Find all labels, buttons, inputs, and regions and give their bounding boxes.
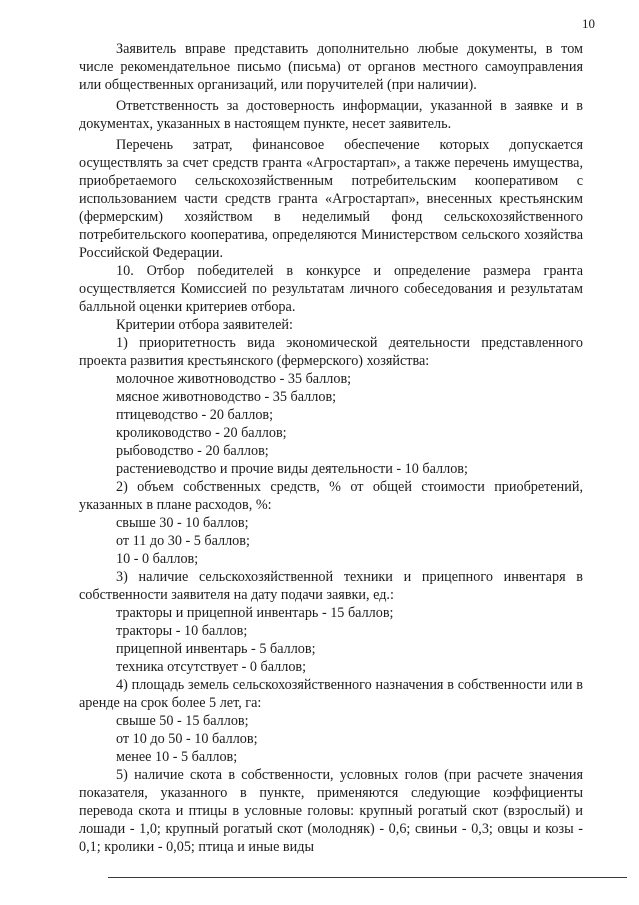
list-item: прицепной инвентарь - 5 баллов; — [116, 641, 316, 657]
list-item: мясное животноводство - 35 баллов; — [116, 389, 337, 405]
list-item: птицеводство - 20 баллов; — [116, 407, 274, 423]
paragraph: Заявитель вправе представить дополнительно любые документы, в том числе рекомендательное письмо (письма) от органов местного самоуправления или общественных организаций, или поручителей (при наличии). — [79, 41, 583, 93]
paragraph: 1) приоритетность вида экономической деятельности представленного проекта развития крестьянского (фермерского) хозяйства: — [79, 335, 583, 369]
paragraph: Ответственность за достоверность информации, указанной в заявке и в документах, указанных в настоящем пункте, несет заявитель. — [79, 98, 583, 132]
list-item: молочное животноводство - 35 баллов; — [116, 371, 352, 387]
paragraph: 3) наличие сельскохозяйственной техники и прицепного инвентаря в собственности заявителя на дату подачи заявки, ед.: — [79, 569, 583, 603]
paragraph: Перечень затрат, финансовое обеспечение которых допускается осуществлять за счет средств гранта «Агростартап», а также перечень имущества, приобретаемого сельскохозяйственным потребительским кооперативом с использованием части средств гранта «Агростартап», внесенных крестьянским (фермерским) хозяйством в неделимый фонд сельскохозяйственного потребительского кооператива, определяются Министерством сельского хозяйства Российской Федерации. — [79, 137, 583, 261]
document-body — [79, 40, 583, 856]
list-item: 10 - 0 баллов; — [116, 551, 199, 567]
paragraph: 5) наличие скота в собственности, условных голов (при расчете значения показателя, указанного в пункте, применяются следующие коэффициенты перевода скота и птицы в условные головы: крупный рогатый скот (взрослый) и лошади - 1,0; крупный рогатый скот (молодняк) - 0,6; свиньи - 0,3; овцы и козы - 0,1; кролики - 0,05; птица и иные виды — [79, 767, 583, 855]
list-item: свыше 50 - 15 баллов; — [116, 713, 249, 729]
list-item: свыше 30 - 10 баллов; — [116, 515, 249, 531]
paragraph: 2) объем собственных средств, % от общей стоимости приобретений, указанных в плане расходов, %: — [79, 479, 583, 513]
paragraph: 10. Отбор победителей в конкурсе и определение размера гранта осуществляется Комиссией по результатам личного собеседования и результатам балльной оценки критериев отбора. — [79, 263, 583, 315]
list-item: техника отсутствует - 0 баллов; — [116, 659, 307, 675]
paragraph: Критерии отбора заявителей: — [116, 317, 293, 333]
list-item: тракторы - 10 баллов; — [116, 623, 248, 639]
list-item: менее 10 - 5 баллов; — [116, 749, 238, 765]
footer-rule — [108, 877, 627, 878]
list-item: от 11 до 30 - 5 баллов; — [116, 533, 250, 549]
paragraph: 4) площадь земель сельскохозяйственного назначения в собственности или в аренде на срок более 5 лет, га: — [79, 677, 583, 711]
list-item: тракторы и прицепной инвентарь - 15 баллов; — [116, 605, 394, 621]
list-item: рыбоводство - 20 баллов; — [116, 443, 269, 459]
list-item: кролиководство - 20 баллов; — [116, 425, 287, 441]
page-number: 10 — [582, 16, 595, 31]
list-item: растениеводство и прочие виды деятельности - 10 баллов; — [116, 461, 468, 477]
list-item: от 10 до 50 - 10 баллов; — [116, 731, 258, 747]
